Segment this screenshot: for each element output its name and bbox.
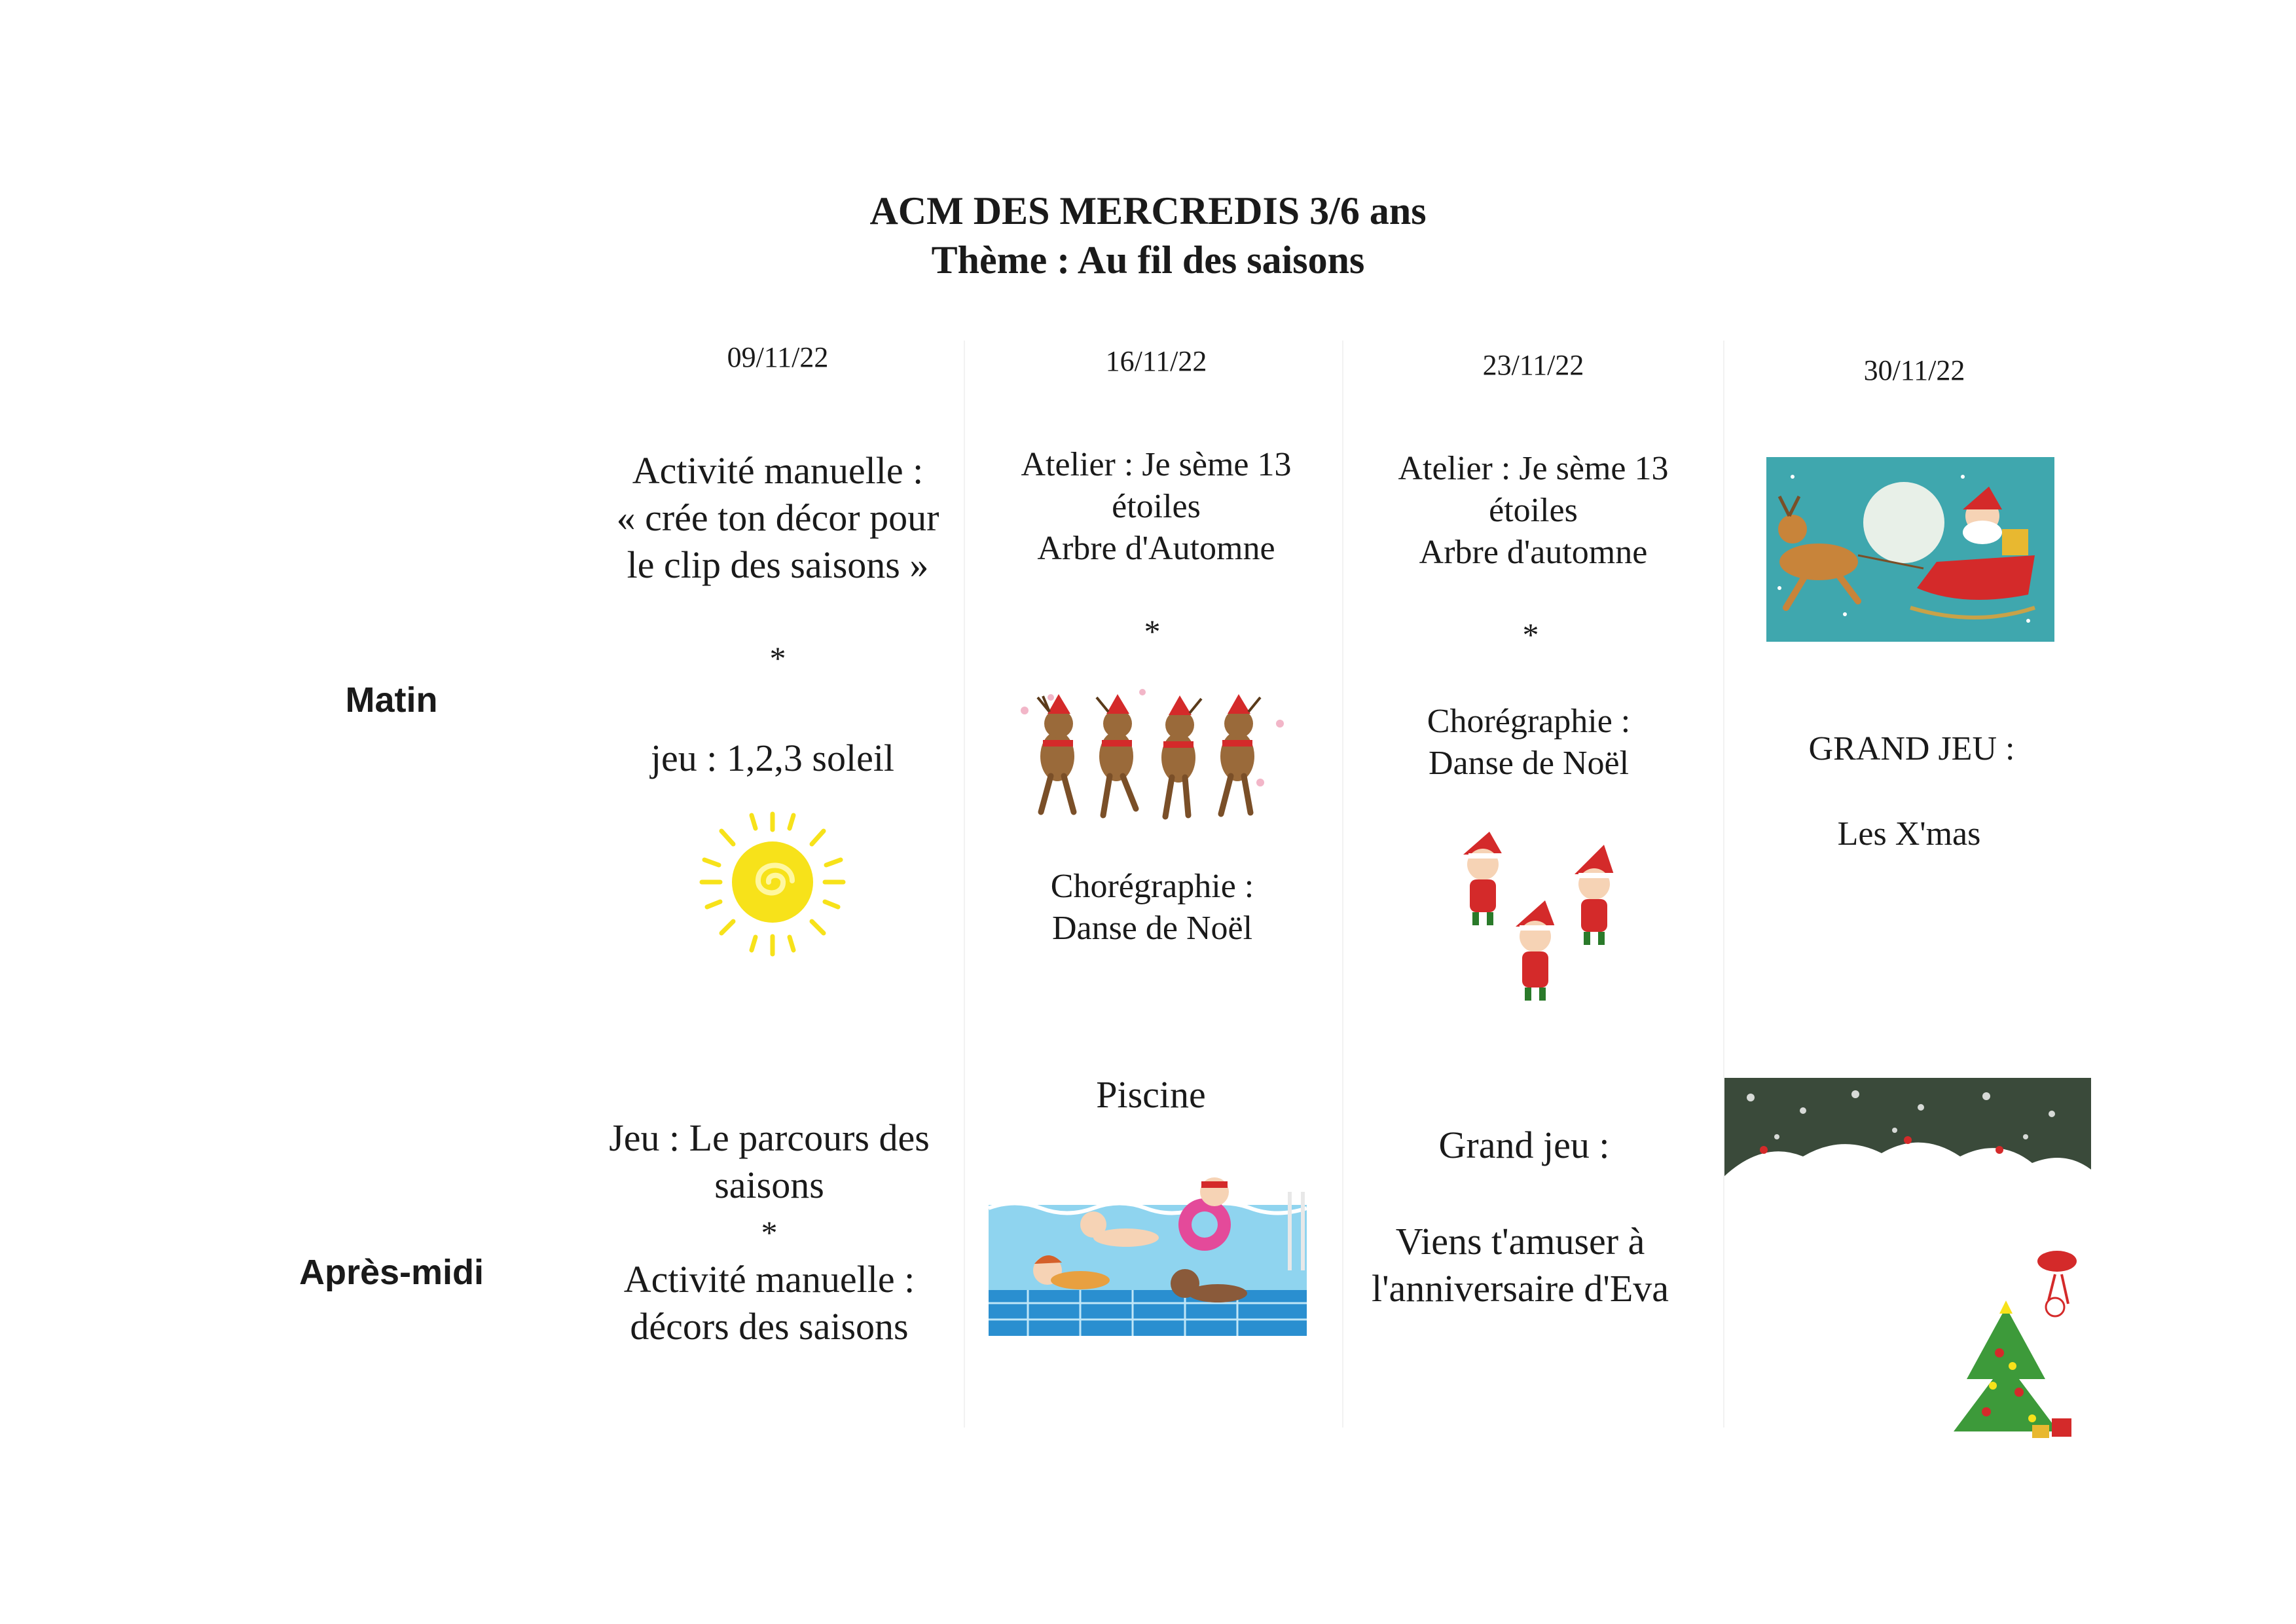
apres-col3-anniversaire [1337, 1218, 1704, 1312]
activity-line: le clip des saisons » [627, 544, 929, 586]
activity-line: étoiles [1112, 488, 1201, 525]
separator-star: * [1522, 616, 1539, 653]
activity-line: Activité manuelle : [623, 1258, 915, 1301]
dance-line: Chorégraphie : [1427, 703, 1631, 740]
matin-col4-xmas: Les X'mas [1837, 815, 1981, 853]
separator-star: * [761, 1214, 778, 1251]
matin-col1-activity [594, 447, 961, 589]
activity-line: Jeu : Le parcours des [609, 1116, 930, 1159]
activity-line: Activité manuelle : [632, 449, 924, 492]
matin-col2-activity [973, 444, 1339, 570]
matin-col4-grand-jeu: GRAND JEU : [1808, 730, 2015, 767]
apres-col2-piscine: Piscine [1096, 1073, 1206, 1116]
date-col-3: 23/11/22 [1482, 349, 1584, 381]
matin-col1-game: jeu : 1,2,3 soleil [650, 737, 895, 779]
dance-line: Danse de Noël [1428, 745, 1630, 782]
santa-sleigh-icon [1766, 457, 2054, 642]
activity-line: saisons [714, 1164, 824, 1206]
title-line-2: Thème : Au fil des saisons [931, 238, 1365, 282]
matin-col3-activity [1350, 448, 1717, 574]
matin-col2-dance [969, 866, 1336, 950]
date-col-4: 30/11/22 [1863, 354, 1965, 386]
date-col-2: 16/11/22 [1105, 345, 1207, 377]
dance-line: Danse de Noël [1051, 910, 1253, 947]
row-label-apres-midi: Après-midi [299, 1253, 484, 1292]
dance-line: Chorégraphie : [1050, 868, 1254, 905]
activity-line: étoiles [1489, 492, 1578, 529]
matin-col3-dance [1345, 701, 1712, 784]
christmas-elves-icon [1450, 828, 1633, 1012]
title-line-1: ACM DES MERCREDIS 3/6 ans [869, 189, 1427, 232]
activity-line: l'anniversaire d'Eva [1371, 1267, 1669, 1310]
sun-icon [694, 802, 851, 966]
separator-star: * [1144, 613, 1161, 650]
apres-col1-activity [586, 1115, 953, 1350]
activity-line: Atelier : Je sème 13 [1021, 446, 1292, 483]
activity-line: « crée ton décor pour [616, 496, 939, 539]
activity-line: Viens t'amuser à [1395, 1220, 1645, 1263]
page-title [0, 187, 2296, 285]
column-divider [964, 341, 965, 1428]
activity-line: décors des saisons [630, 1305, 909, 1348]
dancing-reindeer-icon [1011, 684, 1293, 825]
date-col-1: 09/11/22 [727, 341, 829, 373]
activity-line: Arbre d'automne [1419, 534, 1648, 571]
activity-line: Atelier : Je sème 13 [1398, 450, 1669, 487]
activity-line: Arbre d'Automne [1037, 530, 1275, 567]
apres-col3-grand-jeu: Grand jeu : [1438, 1124, 1610, 1166]
separator-star: * [769, 640, 786, 676]
christmas-garland-tree-icon [1724, 1078, 2091, 1445]
swimming-pool-icon [989, 1172, 1307, 1336]
row-label-matin: Matin [345, 680, 438, 720]
